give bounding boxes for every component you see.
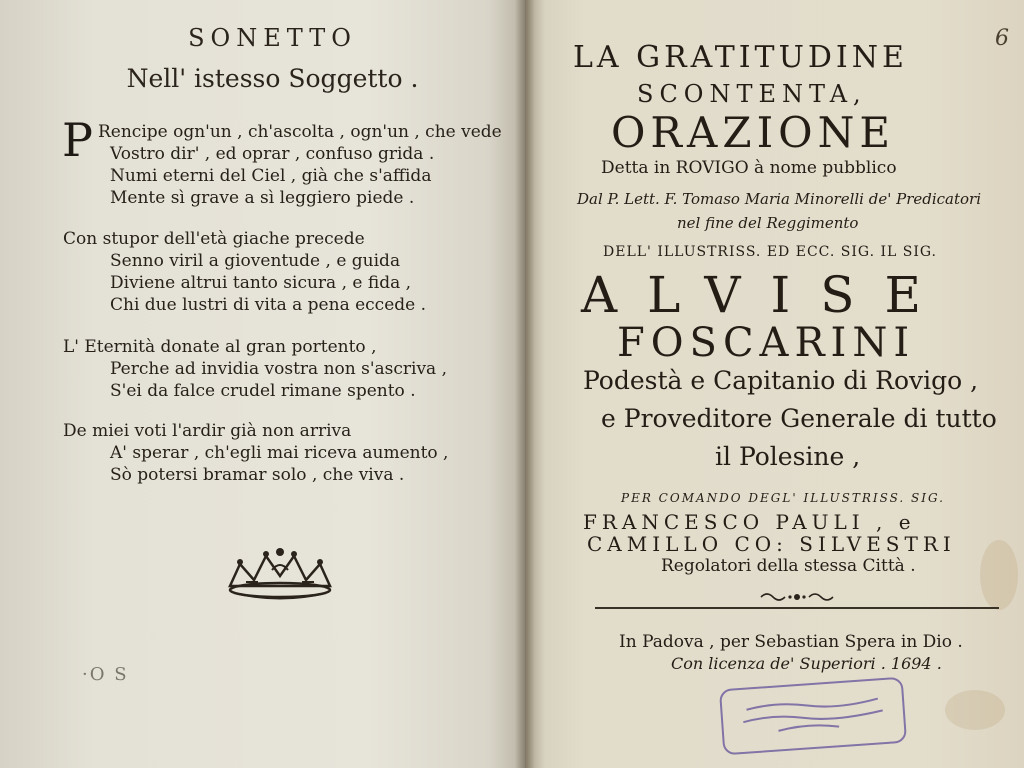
title-line: ORAZIONE xyxy=(611,108,896,157)
dedication-line: DELL' ILLUSTRISS. ED ECC. SIG. IL SIG. xyxy=(603,244,938,260)
dedicatee-title: e Proveditore Generale di tutto xyxy=(601,404,997,433)
title-line: Detta in ROVIGO à nome pubblico xyxy=(601,158,897,178)
verse-line: Sò potersi bramar solo , che viva . xyxy=(110,465,405,485)
verse-line: Diviene altrui tanto sicura , e fida , xyxy=(110,273,412,293)
verse-line: A' sperar , ch'egli mai riceva aumento , xyxy=(110,443,449,463)
dedicatee-name: FOSCARINI xyxy=(617,320,916,366)
dedicatee-title: il Polesine , xyxy=(715,442,861,471)
book-gutter xyxy=(515,0,535,768)
dedicatee-name: ALVISE xyxy=(581,266,951,324)
imprint-line: In Padova , per Sebastian Spera in Dio . xyxy=(619,632,963,652)
stamp-ink xyxy=(736,690,890,741)
library-stamp xyxy=(719,677,907,756)
license-line: Con licenza de' Superiori . 1694 . xyxy=(671,654,942,673)
horizontal-rule xyxy=(595,607,999,609)
sonnet-heading: SONETTO xyxy=(188,24,357,52)
crown-ornament xyxy=(224,546,336,602)
drop-cap: P xyxy=(62,113,93,167)
verse-line: Con stupor dell'età giache precede xyxy=(63,229,365,249)
page-number: 6 xyxy=(995,26,1009,51)
commissioner-title: Regolatori della stessa Città . xyxy=(661,556,916,576)
fleuron-ornament xyxy=(757,590,837,604)
verse-line: Perche ad invidia vostra non s'ascriva , xyxy=(110,359,447,379)
verse-line: Vostro dir' , ed oprar , confuso grida . xyxy=(110,144,435,164)
title-line: SCONTENTA, xyxy=(637,80,867,108)
title-page xyxy=(525,0,1024,768)
commissioner-name: FRANCESCO PAULI , e xyxy=(583,510,916,534)
verse-line: Rencipe ogn'un , ch'ascolta , ogn'un , che vede xyxy=(98,122,502,142)
title-line: LA GRATITUDINE xyxy=(573,40,908,75)
author-line: nel fine del Reggimento xyxy=(677,214,859,232)
verse-line: Chi due lustri di vita a pena eccede . xyxy=(110,295,427,315)
commissioner-name: CAMILLO CO: SILVESTRI xyxy=(587,532,956,556)
verse-line: S'ei da falce crudel rimane spento . xyxy=(110,381,416,401)
signature-mark: ·O S xyxy=(82,664,129,685)
verse-line: Numi eterni del Ciel , già che s'affida xyxy=(110,166,432,186)
author-line: Dal P. Lett. F. Tomaso Maria Minorelli de' Predicatori xyxy=(577,190,982,208)
verse-line: Mente sì grave a sì leggiero piede . xyxy=(110,188,415,208)
verse-line: De miei voti l'ardir già non arriva xyxy=(63,421,352,441)
commission-line: PER COMANDO DEGL' ILLUSTRISS. SIG. xyxy=(621,491,945,505)
dedicatee-title: Podestà e Capitanio di Rovigo , xyxy=(583,366,979,395)
verse-line: L' Eternità donate al gran portento , xyxy=(63,337,377,357)
verse-line: Senno viril a gioventude , e guida xyxy=(110,251,401,271)
sonnet-subheading: Nell' istesso Soggetto . xyxy=(126,64,419,93)
